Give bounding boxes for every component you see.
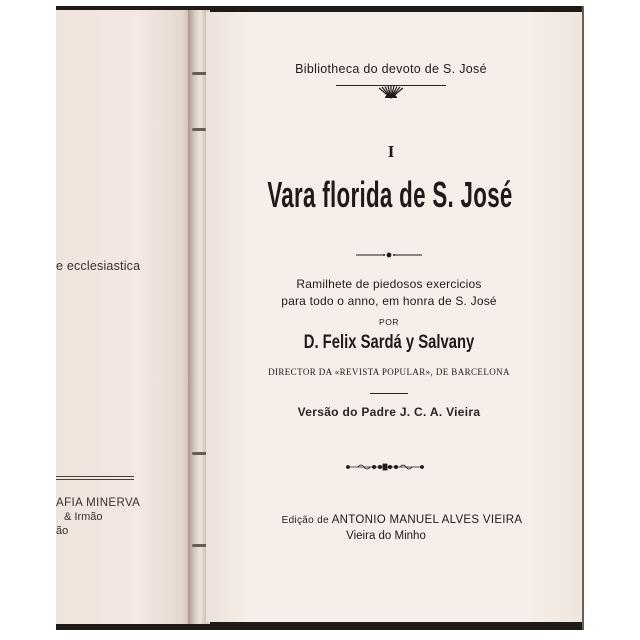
left-page-text-ecclesiastica: e ecclesiastica	[56, 259, 141, 273]
short-rule	[370, 393, 408, 394]
binding-stitch	[192, 128, 206, 131]
left-page-text-irmao: & Irmão	[64, 511, 103, 523]
left-page-text-typographia: AFIA MINERVA	[56, 497, 141, 509]
author-name: D. Felix Sardá y Salvany	[303, 332, 475, 353]
left-page-rule	[56, 476, 134, 477]
volume-number: I	[387, 142, 395, 161]
subtitle-line-2: para todo o anno, em honra de S. José	[281, 294, 497, 308]
sunburst-ornament-icon	[376, 86, 406, 100]
left-page-text-ao: ão	[56, 525, 69, 537]
left-page	[56, 10, 196, 624]
title-page	[206, 12, 582, 622]
by-label: POR	[379, 317, 399, 327]
edition-prefix: Edição de	[281, 515, 329, 526]
series-title: Bibliotheca do devoto de S. José	[295, 62, 487, 76]
author-role: DIRECTOR DA «REVISTA POPULAR», DE BARCELONA	[268, 367, 510, 377]
translation-credit: Versão do Padre J. C. A. Vieira	[297, 405, 481, 419]
edition-line	[282, 514, 523, 526]
book-right-edge	[582, 6, 584, 630]
subtitle-line-1: Ramilhete de piedosos exercicios	[296, 277, 482, 291]
publisher-name: ANTONIO MANUEL ALVES VIEIRA	[331, 514, 523, 526]
divider-ornament-icon	[356, 252, 422, 258]
flourish-ornament-icon	[344, 462, 426, 472]
publication-place: Vieira do Minho	[346, 530, 426, 542]
left-page-rule	[56, 479, 134, 480]
book-title: Vara florida de S. José	[267, 174, 513, 215]
